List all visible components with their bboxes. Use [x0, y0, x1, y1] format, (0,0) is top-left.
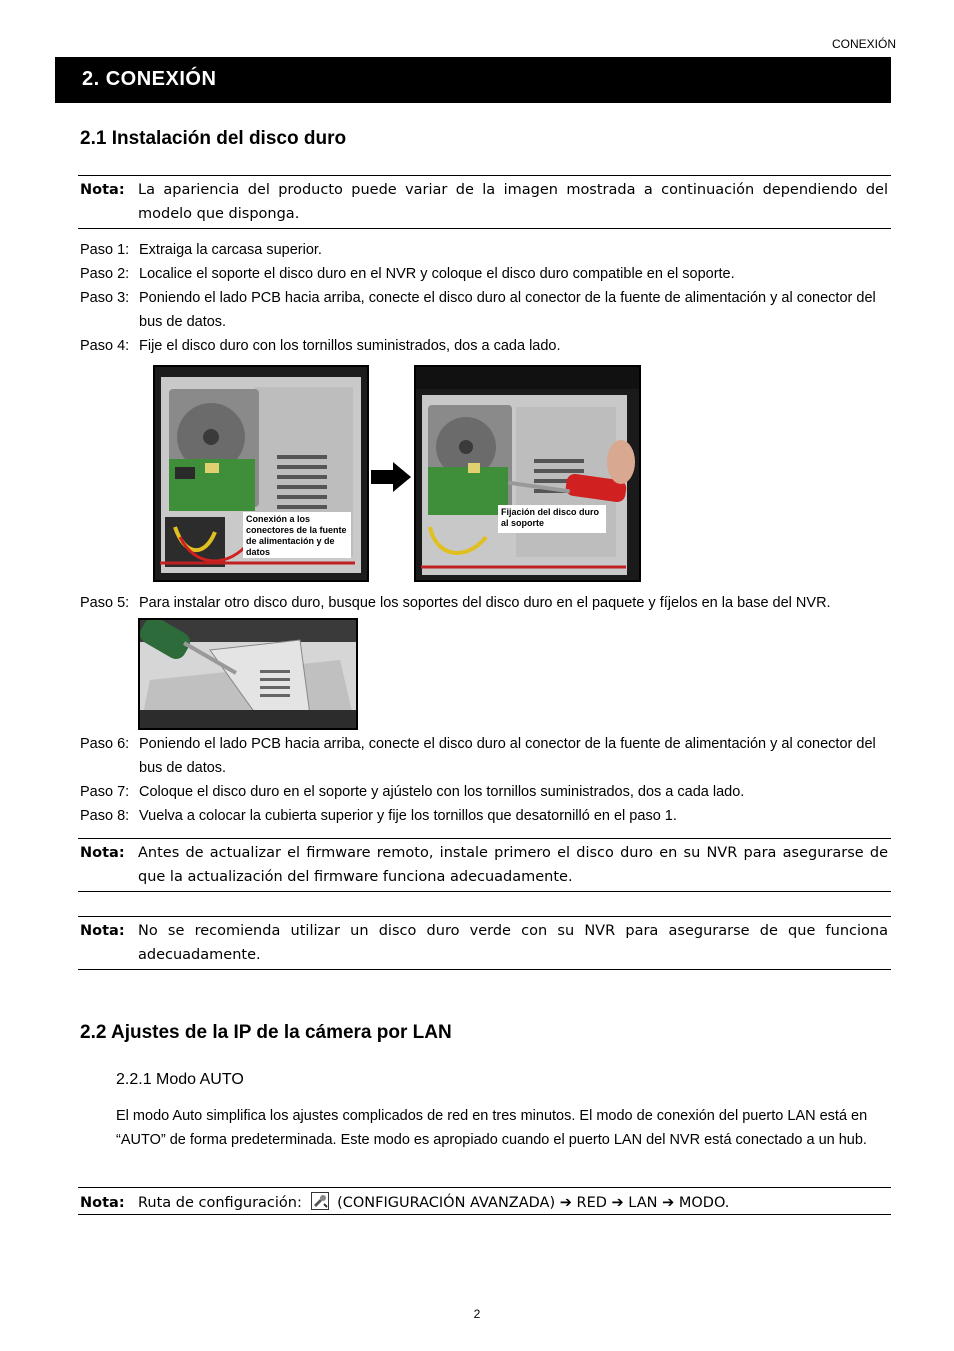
step-label: Paso 3:	[80, 290, 130, 306]
running-header: CONEXIÓN	[831, 37, 896, 51]
step-item	[80, 262, 900, 286]
step-item	[80, 780, 900, 804]
arrow-right-icon	[371, 462, 411, 492]
config-path-prefix: Ruta de configuración:	[138, 1195, 302, 1211]
advanced-config-icon	[311, 1192, 329, 1210]
note-text: La apariencia del producto puede variar de la imagen mostrada a continuación dependiendo del modelo que disponga.	[138, 182, 888, 222]
step-item	[80, 804, 900, 828]
step-text: Para instalar otro disco duro, busque los soportes del disco duro en el paquete y fíjelos en la base del NVR.	[139, 595, 831, 611]
note-text: No se recomienda utilizar un disco duro verde con su NVR para asegurarse de que funciona adecuadamente.	[138, 923, 888, 963]
photo-bracket-fixing	[138, 618, 358, 730]
subsection-title-auto: 2.2.1 Modo AUTO	[116, 1071, 244, 1088]
step-text: Vuelva a colocar la cubierta superior y fije los tornillos que desatornilló en el paso 1.	[139, 808, 677, 824]
step-text: Extraiga la carcasa superior.	[139, 242, 322, 258]
step-label: Paso 1:	[80, 242, 130, 258]
note-label: Nota:	[80, 845, 125, 861]
step-5	[80, 591, 900, 615]
step-text: Localice el soporte el disco duro en el NVR y coloque el disco duro compatible en el soporte.	[139, 266, 735, 282]
config-path-lan: LAN	[628, 1195, 658, 1211]
arrow-right-icon: ➔	[662, 1195, 675, 1211]
callout-power-data: Conexión a los conectores de la fuente de alimentación y de datos	[243, 512, 351, 558]
config-path-mode: MODO.	[678, 1195, 730, 1211]
note-label: Nota:	[80, 1195, 125, 1211]
steps-list-a	[80, 238, 900, 358]
config-path-network: RED	[576, 1195, 607, 1211]
note-text: Antes de actualizar el firmware remoto, instale primero el disco duro en su NVR para asegurarse de que la actualización del firmware funciona adecuadamente.	[138, 845, 888, 885]
chapter-title: 2. CONEXIÓN	[55, 57, 891, 103]
note-firmware	[78, 838, 891, 892]
arrow-right-icon: ➔	[559, 1195, 572, 1211]
photo-hdd-connection	[153, 365, 369, 582]
steps-list-b	[80, 732, 900, 828]
step-label: Paso 2:	[80, 266, 130, 282]
step-item	[80, 238, 900, 262]
bracket-fixing-illustration	[140, 620, 356, 728]
note-appearance	[78, 175, 891, 229]
step-label: Paso 5:	[80, 595, 130, 611]
note-label: Nota:	[80, 182, 125, 198]
step-label: Paso 8:	[80, 808, 130, 824]
step-text: Fije el disco duro con los tornillos suministrados, dos a cada lado.	[139, 338, 561, 354]
callout-fix-bracket: Fijación del disco duro al soporte	[498, 505, 606, 533]
step-text: Poniendo el lado PCB hacia arriba, conecte el disco duro al conector de la fuente de alimentación y al conector del bus de datos.	[139, 736, 876, 776]
note-text	[138, 1191, 888, 1214]
config-path-advanced: (CONFIGURACIÓN AVANZADA)	[337, 1195, 556, 1211]
arrow-right-icon: ➔	[611, 1195, 624, 1211]
hdd-fixing-illustration	[416, 367, 639, 580]
page-number: 2	[473, 1307, 481, 1321]
section-title-lan: 2.2 Ajustes de la IP de la cámera por LAN	[80, 1022, 452, 1043]
note-config-path	[78, 1187, 891, 1215]
note-label: Nota:	[80, 923, 125, 939]
section-title-hdd: 2.1 Instalación del disco duro	[80, 128, 347, 149]
auto-mode-paragraph: El modo Auto simplifica los ajustes complicados de red en tres minutos. El modo de conexión del puerto LAN está en “AUTO” de forma predeterminada. Este modo es apropiado cuando el puerto LAN del NVR está conectado a un hub.	[116, 1108, 868, 1148]
photo-hdd-fixing	[414, 365, 641, 582]
step-text: Poniendo el lado PCB hacia arriba, conecte el disco duro al conector de la fuente de alimentación y al conector del bus de datos.	[139, 290, 876, 330]
step-item	[80, 286, 900, 334]
step-label: Paso 4:	[80, 338, 130, 354]
step-label: Paso 7:	[80, 784, 130, 800]
step-label: Paso 6:	[80, 736, 130, 752]
note-green-hdd	[78, 916, 891, 970]
step-text: Coloque el disco duro en el soporte y ajústelo con los tornillos suministrados, dos a cada lado.	[139, 784, 745, 800]
step-item	[80, 732, 900, 780]
step-item	[80, 334, 900, 358]
step-item	[80, 591, 900, 615]
